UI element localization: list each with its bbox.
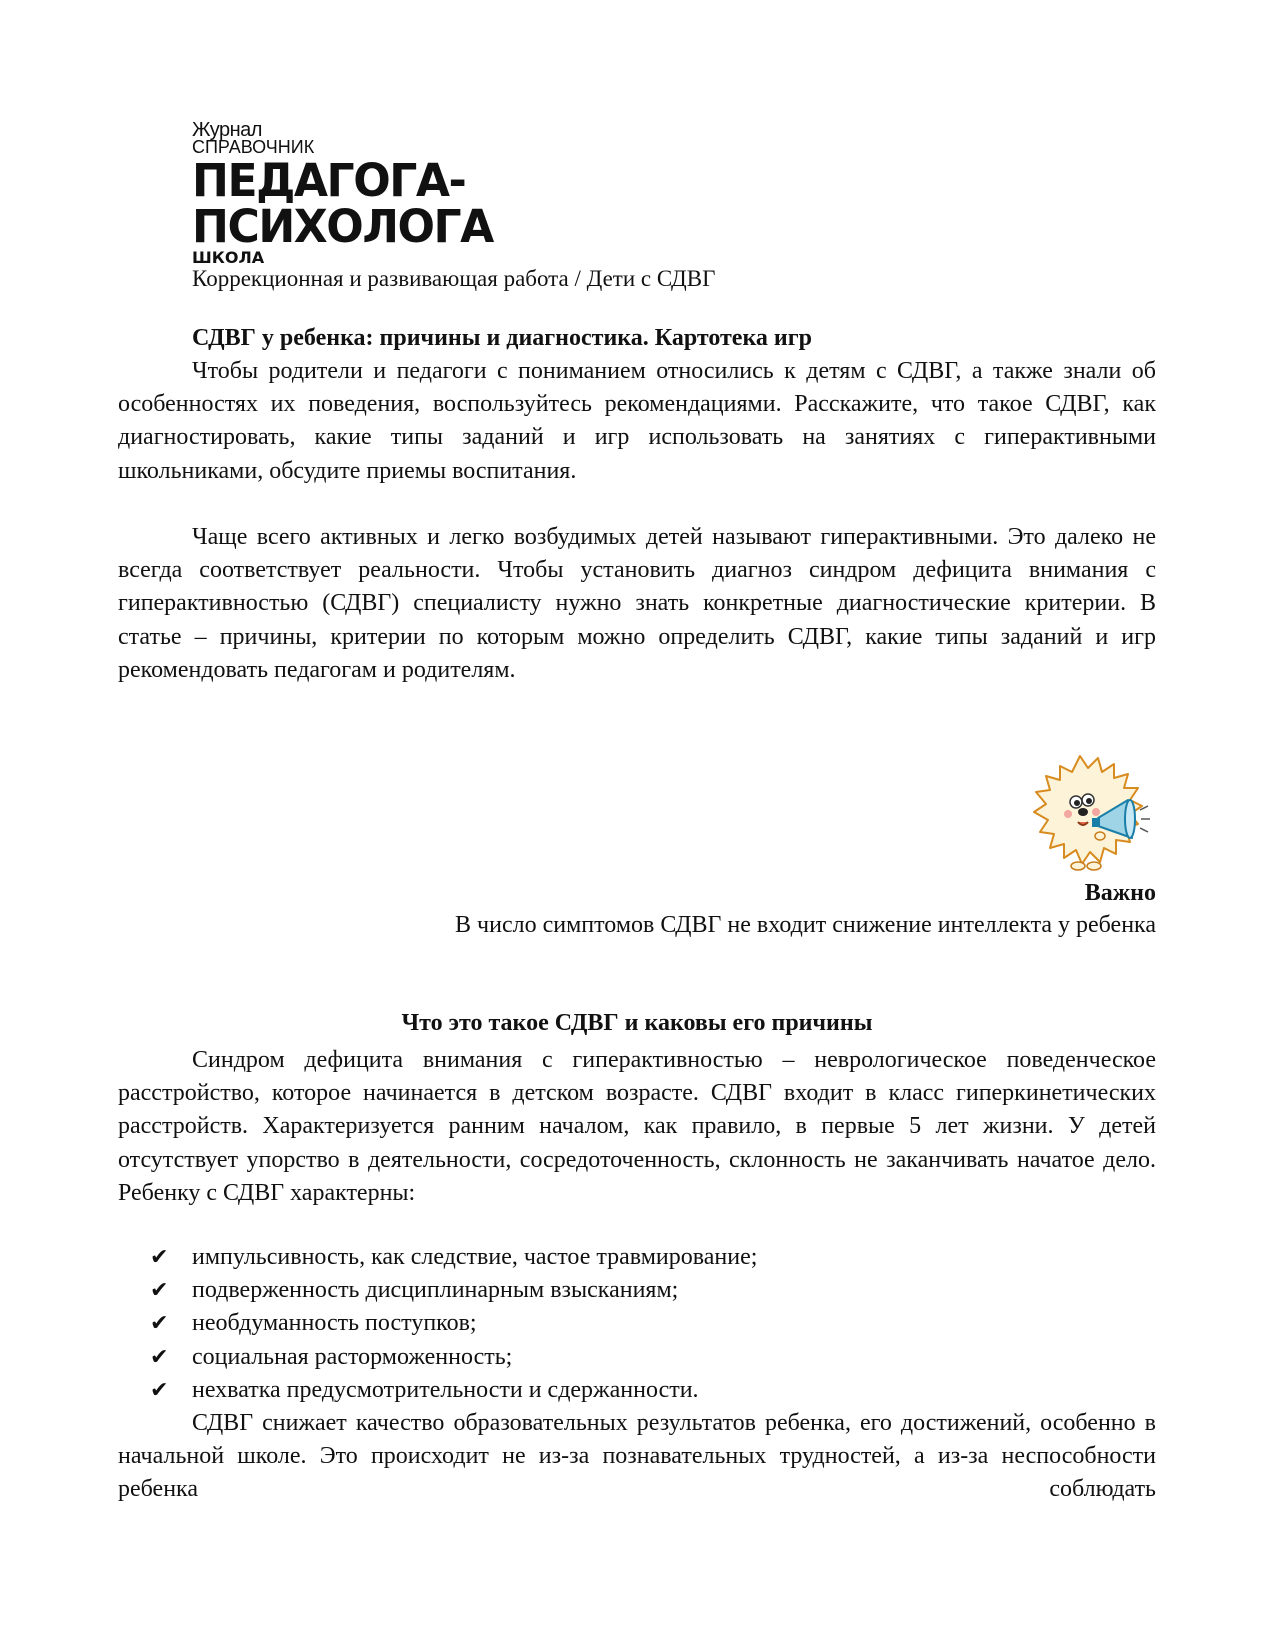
section-outro-paragraph: СДВГ снижает качество образовательных результатов ребенка, его достижений, особенно в начальной школе. Это происходит не из-за познавательных трудностей, а из-за неспособности ребенка соблюдать bbox=[118, 1410, 1156, 1503]
breadcrumb: Коррекционная и развивающая работа / Дети с СДВГ bbox=[192, 266, 716, 291]
list-item-text: подверженность дисциплинарным взысканиям; bbox=[192, 1277, 679, 1304]
important-note: В число симптомов СДВГ не входит снижение интеллекта у ребенка bbox=[455, 912, 1156, 938]
intro-paragraph-2: Чаще всего активных и легко возбудимых детей называют гиперактивными. Это далеко не всегда соответствует реальности. Чтобы установить диагноз синдром дефицита внимания с гиперактивностью (СДВГ) специалисту нужно знать конкретные диагностические критерии. В статье – причины, критерии по которым можно определить СДВГ, какие типы заданий и игр рекомендовать педагогам и родителям. bbox=[118, 524, 1156, 683]
list-item-text: социальная расторможенность; bbox=[192, 1343, 513, 1370]
list-item bbox=[150, 1341, 757, 1374]
list-item-text: импульсивность, как следствие, частое травмирование; bbox=[192, 1244, 758, 1270]
logo-reference-word: СПРАВОЧНИК bbox=[192, 137, 315, 157]
intro-paragraph-1: Чтобы родители и педагоги с пониманием относились к детям с СДВГ, а также знали об особенностях их поведения, воспользуйтесь рекомендациями. Расскажите, что такое СДВГ, как диагностировать, какие типы заданий и игр использовать на занятиях с гиперактивными школьниками, обсудите приемы воспитания. bbox=[118, 358, 1156, 484]
hedgehog-megaphone-icon bbox=[1028, 752, 1156, 878]
list-item bbox=[150, 1241, 757, 1274]
logo-school-word: ШКОЛА bbox=[192, 248, 265, 267]
logo-title-line-2: ПСИХОЛОГА bbox=[192, 200, 493, 253]
checkmark-icon: ✔ bbox=[150, 1377, 169, 1403]
article-title: СДВГ у ребенка: причины и диагностика. Картотека игр bbox=[192, 325, 812, 351]
list-item-text: необдуманность поступков; bbox=[192, 1310, 477, 1337]
list-item bbox=[150, 1274, 757, 1307]
symptom-checklist bbox=[150, 1241, 757, 1407]
checkmark-icon: ✔ bbox=[150, 1278, 169, 1304]
journal-logo bbox=[192, 120, 552, 266]
list-item bbox=[150, 1374, 757, 1407]
section-intro-paragraph: Синдром дефицита внимания с гиперактивностью – неврологическое поведенческое расстройство, которое начинается в детском возрасте. СДВГ входит в класс гиперкинетических расстройств. Характеризуется ранним началом, как правило, в первые 5 лет жизни. У детей отсутствует упорство в деятельности, сосредоточенность, склонность не заканчивать начатое дело. Ребенку с СДВГ характерны: bbox=[118, 1047, 1156, 1206]
hedgehog-megaphone-illustration bbox=[1028, 752, 1156, 878]
checkmark-icon: ✔ bbox=[150, 1311, 169, 1337]
checkmark-icon: ✔ bbox=[150, 1245, 169, 1270]
logo-title-line-1: ПЕДАГОГА- bbox=[192, 154, 466, 207]
checkmark-icon: ✔ bbox=[150, 1344, 169, 1370]
section-heading: Что это такое СДВГ и каковы его причины bbox=[401, 1010, 873, 1036]
important-label: Важно bbox=[1084, 880, 1156, 906]
list-item-text: нехватка предусмотрительности и сдержанности. bbox=[192, 1376, 699, 1403]
logo-journal-word: Журнал bbox=[192, 119, 262, 141]
list-item bbox=[150, 1307, 757, 1340]
